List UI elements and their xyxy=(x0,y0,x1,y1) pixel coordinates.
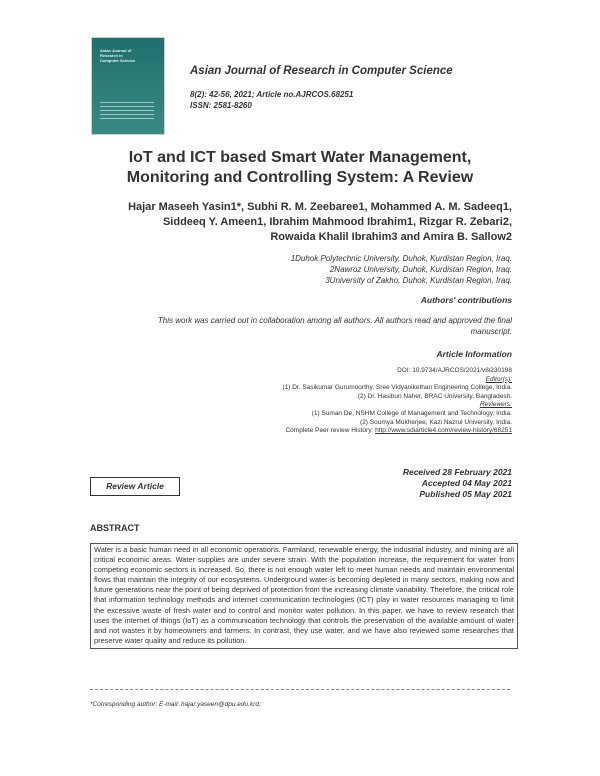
editors-label: Editor(s): xyxy=(485,375,512,383)
contributions-text xyxy=(90,315,512,337)
article-info xyxy=(150,367,512,436)
reviewer: (2) Soumya Mukherjee, Kazi Nazrul University, India. xyxy=(360,418,512,426)
affiliations xyxy=(150,253,512,286)
corresponding-author-footnote: *Corresponding author: E-mail: hajar.yaseen@dpu.edu.krd; xyxy=(90,701,261,708)
article-type-badge: Review Article xyxy=(90,477,180,496)
paper-title-line: IoT and ICT based Smart Water Management, xyxy=(128,149,472,166)
paper-title-line: Monitoring and Controlling System: A Review xyxy=(126,169,474,186)
published-date: Published 05 May 2021 xyxy=(419,489,512,499)
accepted-date: Accepted 04 May 2021 xyxy=(421,478,512,488)
doi: DOI: 10.9734/AJRCOS/2021/v8i230198 xyxy=(397,367,512,374)
publication-dates xyxy=(300,467,512,500)
cover-decoration xyxy=(100,102,154,122)
author-list xyxy=(60,200,512,245)
abstract-text: Water is a basic human need in all economic operations. Farmland, renewable energy, the industrial industry, and mining are all critical economic areas. Water supplies are under severe strain. With the population increase, the requirement for water from competing economic sectors is increased. So, there is not enough water left to meet human needs and maintain environmental flows that maintain the integrity of our ecosystems. Underground water is becoming depleted in many sectors, making now and future generations near the point of being deprived of protection from the increasing climate variability. Therefore, the critical role that information technology methods and internet communication technologies (ICT) play in water resources managing to limit the excessive waste of fresh water and to control and monitor water pollution. In this paper, we have to review research that uses the internet of things (IoT) as a communication technology that controls the preservation of the available amount of water and not wastes it by homeowners and farmers. In contrast, they use water, and we have also reviewed some researches that preserve water quality and reduce its pollution. xyxy=(90,543,518,649)
contributions-line: manuscript. xyxy=(470,327,512,336)
cover-title-line: Computer Science xyxy=(100,58,136,63)
journal-meta xyxy=(190,89,353,111)
journal-issn: ISSN: 2581-8260 xyxy=(190,101,252,110)
affiliation: 1Duhok Polytechnic University, Duhok, Kurdistan Region, Iraq. xyxy=(290,254,512,263)
author-line: Rowaida Khalil Ibrahim3 and Amira B. Sallow2 xyxy=(270,231,512,243)
paper-title xyxy=(60,148,540,188)
history-label: Complete Peer review History: xyxy=(285,427,376,435)
reviewer: (1) Suman De, NSHM College of Management and Technology, India. xyxy=(311,409,512,417)
journal-issue: 8(2): 42-56, 2021; Article no.AJRCOS.68251 xyxy=(190,90,354,99)
author-line: Siddeeq Y. Ameen1, Ibrahim Mahmood Ibrahim1, Rizgar R. Zebari2, xyxy=(162,216,512,228)
reviewers-label: Reviewers: xyxy=(479,401,512,409)
author-line: Hajar Maseeh Yasin1*, Subhi R. M. Zeebaree1, Mohammed A. M. Sadeeq1, xyxy=(128,201,512,213)
footnote-divider xyxy=(90,689,510,690)
review-history xyxy=(150,427,512,436)
cover-title-line: Research in xyxy=(100,53,123,58)
journal-cover-image xyxy=(92,38,164,134)
abstract-heading: ABSTRACT xyxy=(90,523,140,533)
contributions-heading: Authors' contributions xyxy=(420,295,512,305)
article-info-heading: Article Information xyxy=(436,349,512,359)
editor: (2) Dr. Hasibun Naher, BRAC University, Bangladesh. xyxy=(357,392,512,400)
editor: (1) Dr. Sasikumar Gurumoorthy, Sree Vidyanikethan Engineering College, India. xyxy=(282,384,512,392)
review-history-link[interactable]: http://www.sdiarticle4.com/review-history/68251 xyxy=(375,427,512,435)
affiliation: 3University of Zakho, Duhok, Kurdistan Region, Iraq. xyxy=(325,276,512,285)
journal-name: Asian Journal of Research in Computer Science xyxy=(190,65,453,77)
affiliation: 2Nawroz University, Duhok, Kurdistan Region, Iraq. xyxy=(329,265,512,274)
cover-title-line: Asian Journal of xyxy=(100,48,132,53)
cover-title xyxy=(100,48,160,63)
received-date: Received 28 February 2021 xyxy=(402,467,512,477)
contributions-line: This work was carried out in collaboration among all authors. All authors read and approved the final xyxy=(157,316,512,325)
